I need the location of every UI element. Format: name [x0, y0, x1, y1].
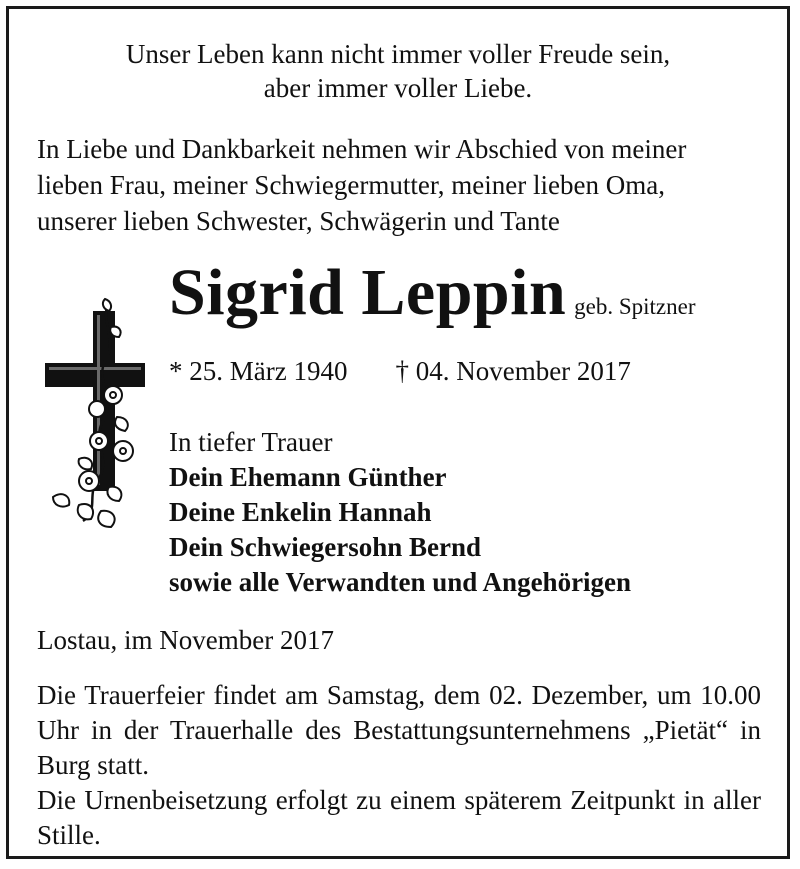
urn-burial-text: Die Urnenbeisetzung erfolgt zu einem späterem Zeitpunkt in aller Stille. — [37, 785, 761, 850]
deceased-name: Sigrid Leppin — [169, 256, 567, 329]
obituary-frame — [6, 6, 790, 859]
mourner-husband: Dein Ehemann Günther — [169, 462, 447, 492]
quote-line-2: aber immer voller Liebe. — [263, 73, 533, 103]
mourners-block — [169, 425, 631, 600]
opening-quote — [9, 37, 787, 105]
service-info — [37, 678, 761, 853]
mourner-son-in-law: Dein Schwiegersohn Bernd — [169, 532, 482, 562]
intro-line-3: unserer lieben Schwester, Schwägerin und Tante — [37, 206, 560, 236]
life-dates — [169, 354, 631, 388]
cross-with-flowers-icon — [39, 291, 149, 541]
birth-date: * 25. März 1940 — [169, 356, 348, 386]
funeral-service-text: Die Trauerfeier findet am Samstag, dem 02. Dezember, um 10.00 Uhr in der Trauerhalle des Bestattungsunternehmens „Pietät“ in Burg statt. — [37, 680, 761, 780]
intro-line-2: lieben Frau, meiner Schwiegermutter, meiner lieben Oma, — [37, 170, 665, 200]
intro-text — [37, 131, 759, 239]
mourner-granddaughter: Deine Enkelin Hannah — [169, 497, 432, 527]
death-date: † 04. November 2017 — [395, 356, 631, 386]
mourner-relatives: sowie alle Verwandten und Angehörigen — [169, 567, 632, 597]
intro-line-1: In Liebe und Dankbarkeit nehmen wir Abschied von meiner — [37, 134, 687, 164]
deceased-name-row — [169, 255, 696, 331]
maiden-name: geb. Spitzner — [574, 294, 696, 319]
mourners-intro: In tiefer Trauer — [169, 427, 333, 457]
quote-line-1: Unser Leben kann nicht immer voller Freude sein, — [125, 39, 671, 69]
place-date: Lostau, im November 2017 — [37, 625, 334, 655]
